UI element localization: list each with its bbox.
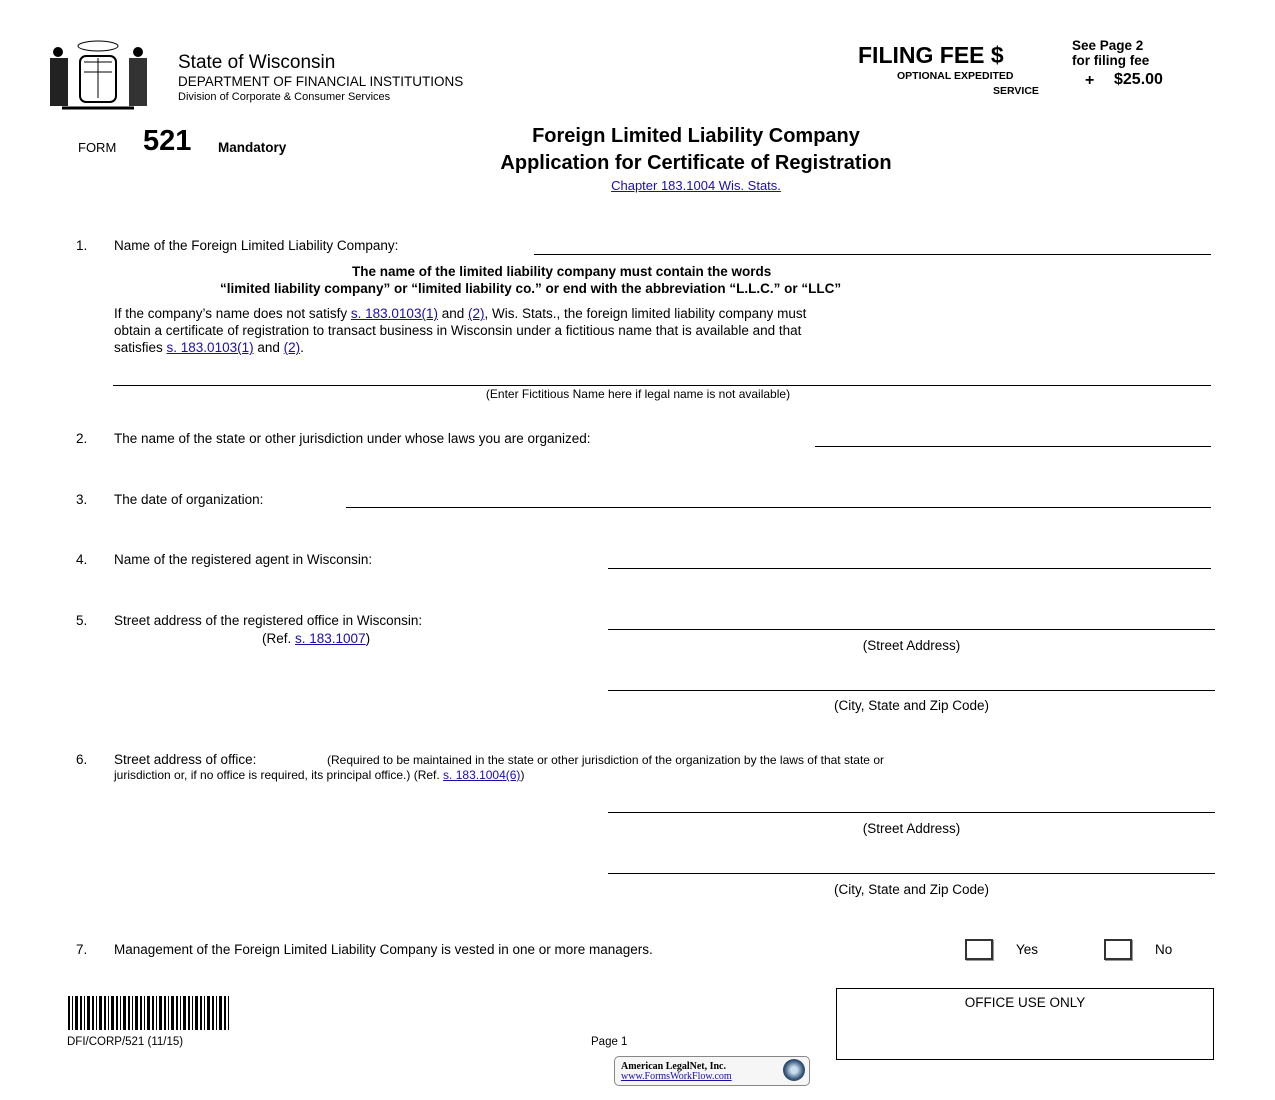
street-address-caption: (Street Address) xyxy=(862,821,961,836)
form-number: 521 xyxy=(143,125,192,157)
expedited-label: OPTIONAL EXPEDITED xyxy=(897,70,1014,82)
registered-office-city-field[interactable] xyxy=(608,690,1215,691)
fictitious-name-field[interactable] xyxy=(113,385,1211,386)
fictitious-paragraph-line2: obtain a certificate of registration to transact business in Wisconsin under a fictitious name that is available and that xyxy=(114,323,802,338)
page-number: Page 1 xyxy=(591,1036,628,1048)
fictitious-name-caption: (Enter Fictitious Name here if legal name is not available) xyxy=(485,387,791,401)
item-2-number: 2. xyxy=(76,431,88,446)
form-title-line2: Application for Certificate of Registration xyxy=(500,152,892,174)
office-use-box xyxy=(836,988,1214,1060)
yes-label: Yes xyxy=(1016,942,1039,957)
name-requirement-note-2: “limited liability company” or “limited liability co.” or end with the abbreviation “L.L.C.” or “LLC” xyxy=(220,281,842,296)
registered-agent-field[interactable] xyxy=(608,568,1211,569)
form-prefix: FORM xyxy=(78,140,117,155)
item-7-number: 7. xyxy=(76,942,88,957)
item-6-number: 6. xyxy=(76,752,88,767)
office-street-field[interactable] xyxy=(608,812,1215,813)
item-6-note-1: (Required to be maintained in the state or other jurisdiction of the organization by the laws of that state or xyxy=(327,753,884,767)
office-use-label: OFFICE USE ONLY xyxy=(964,995,1086,1010)
fictitious-paragraph-line1: If the company’s name does not satisfy s. 183.0103(1) and (2), Wis. Stats., the foreign limited liability company must xyxy=(114,306,807,321)
jurisdiction-field[interactable] xyxy=(815,446,1211,447)
no-label: No xyxy=(1155,942,1173,957)
item-5-label: Street address of the registered office in Wisconsin: xyxy=(114,613,423,628)
fictitious-paragraph-line3: satisfies s. 183.0103(1) and (2). xyxy=(114,340,304,355)
registered-office-street-field[interactable] xyxy=(608,629,1215,630)
division-name: Division of Corporate & Consumer Services xyxy=(178,91,391,103)
plus-sign: + xyxy=(1085,72,1095,89)
office-city-field[interactable] xyxy=(608,873,1215,874)
item-3-label: The date of organization: xyxy=(114,492,264,507)
statute-link[interactable]: s. 183.1007 xyxy=(295,631,366,646)
yes-checkbox[interactable] xyxy=(965,939,993,960)
statute-link[interactable]: s. 183.0103(1) xyxy=(166,340,254,355)
chapter-link[interactable]: Chapter 183.1004 Wis. Stats. xyxy=(611,178,781,193)
no-checkbox[interactable] xyxy=(1104,939,1132,960)
item-1-label: Name of the Foreign Limited Liability Company: xyxy=(114,238,399,253)
legalnet-name: American LegalNet, Inc. xyxy=(621,1061,726,1072)
fee-for-filing: for filing fee xyxy=(1072,53,1150,68)
city-state-zip-caption: (City, State and Zip Code) xyxy=(833,882,990,897)
legalnet-url[interactable]: www.FormsWorkFlow.com xyxy=(621,1071,732,1082)
item-2-label: The name of the state or other jurisdiction under whose laws you are organized: xyxy=(114,431,591,446)
city-state-zip-caption: (City, State and Zip Code) xyxy=(833,698,990,713)
department-name: DEPARTMENT OF FINANCIAL INSTITUTIONS xyxy=(178,74,464,89)
fee-see-page: See Page 2 xyxy=(1072,38,1144,53)
street-address-caption: (Street Address) xyxy=(862,638,961,653)
state-name: State of Wisconsin xyxy=(178,52,336,73)
barcode xyxy=(68,996,230,1030)
company-name-field[interactable] xyxy=(534,254,1211,255)
statute-link[interactable]: s. 183.1004(6) xyxy=(443,768,521,782)
form-mandatory: Mandatory xyxy=(218,140,287,155)
expedited-label-2: SERVICE xyxy=(993,85,1039,97)
item-5-number: 5. xyxy=(76,613,88,628)
statute-link[interactable]: (2) xyxy=(283,340,301,355)
statute-link[interactable]: s. 183.0103(1) xyxy=(350,306,438,321)
date-of-organization-field[interactable] xyxy=(346,507,1211,508)
legalnet-badge[interactable] xyxy=(614,1056,810,1086)
item-4-label: Name of the registered agent in Wisconsin: xyxy=(114,552,373,567)
item-6-label: Street address of office: xyxy=(114,752,257,767)
item-4-number: 4. xyxy=(76,552,88,567)
statute-link[interactable]: (2) xyxy=(467,306,485,321)
form-code: DFI/CORP/521 (11/15) xyxy=(67,1036,184,1048)
globe-icon xyxy=(783,1059,805,1081)
name-requirement-note-1: The name of the limited liability company must contain the words xyxy=(352,264,772,279)
wisconsin-seal-logo xyxy=(42,38,154,114)
item-3-number: 3. xyxy=(76,492,88,507)
form-title-line1: Foreign Limited Liability Company xyxy=(532,125,860,147)
filing-fee-label: FILING FEE $ xyxy=(858,42,1004,68)
item-5-ref: (Ref. s. 183.1007) xyxy=(262,631,371,646)
item-7-label: Management of the Foreign Limited Liability Company is vested in one or more managers. xyxy=(114,942,653,957)
expedited-amount: $25.00 xyxy=(1114,71,1163,88)
item-6-note-2: jurisdiction or, if no office is required, its principal office.) (Ref. s. 183.1004(6)) xyxy=(114,768,525,782)
item-1-number: 1. xyxy=(76,238,88,253)
